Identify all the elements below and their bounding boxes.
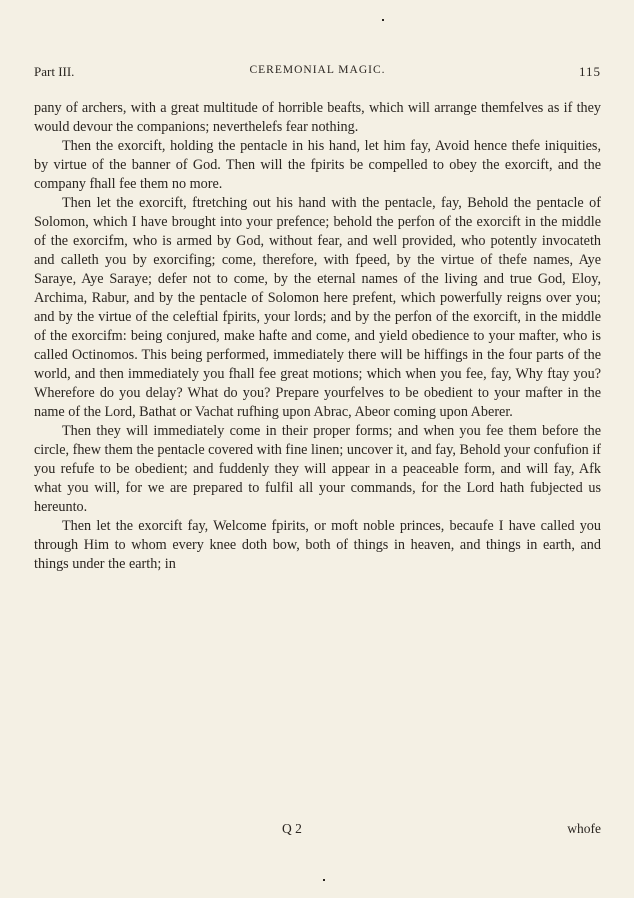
paragraph-1: pany of archers, with a great multitude of horrible beafts, which will arrange themfelves as if they would devour the companions; neverthelefs fear nothing. bbox=[34, 100, 601, 135]
paragraph-4: Then they will immediately come in their proper forms; and when you fee them before the circle, fhew them the pentacle covered with fine linen; uncover it, and fay, Behold your confufion if you refufe to be obedient; and fuddenly they will appear in a peaceable form, and will fay, Afk what you will, for we are prepared to fulfil all your commands, for the Lord hath fubjected us hereunto. bbox=[34, 423, 601, 515]
running-title: CEREMONIAL MAGIC. bbox=[249, 64, 386, 76]
running-header bbox=[34, 64, 601, 84]
page-footer bbox=[34, 821, 601, 841]
page-number: 115 bbox=[578, 64, 601, 79]
paragraph-5: Then let the exorcift fay, Welcome fpirits, or moft noble princes, becaufe I have called you through Him to whom every knee doth bow, both of things in heaven, and things in earth, and things under the earth; in bbox=[34, 518, 601, 572]
paragraph-2: Then the exorcift, holding the pentacle in his hand, let him fay, Avoid hence thefe iniquities, by virtue of the banner of God. Then will the fpirits be compelled to obey the exorcift, and the company fhall fee them no more. bbox=[34, 138, 601, 192]
signature-mark: Q 2 bbox=[282, 821, 302, 836]
paragraph-3: Then let the exorcift, ftretching out his hand with the pentacle, fay, Behold the pentacle of Solomon, which I have brought into your prefence; behold the perfon of the exorcift in the middle of the exorcifm, who is armed by God, without fear, and well provided, who potently invocateth and calleth you by exorcifing; come, therefore, with fpeed, by the virtue of thefe names, Aye Saraye, Aye Saraye; defer not to come, by the eternal names of the living and true God, Eloy, Archima, Rabur, and by the pentacle of Solomon here prefent, which powerfully reigns over you; and by the virtue of the celeftial fpirits, your lords; and by the perfon of the exorcift, in the middle of the exorcifm: being conjured, make hafte and come, and yield obedience to your mafter, who is called Octinomos. This being performed, immediately there will be hiffings in the four parts of the world, and then immediately you fhall fee great motions; which when you fee, fay, Why ftay you? Wherefore do you delay? What do you? Prepare yourfelves to be obedient to your mafter in the name of the Lord, Bathat or Vachat rufhing upon Abrac, Abeor coming upon Aberer. bbox=[34, 195, 601, 420]
part-label: Part III. bbox=[34, 64, 75, 79]
catchword: whofe bbox=[567, 821, 601, 836]
body-text bbox=[34, 99, 601, 574]
print-speck bbox=[382, 19, 384, 21]
print-speck bbox=[323, 879, 325, 881]
